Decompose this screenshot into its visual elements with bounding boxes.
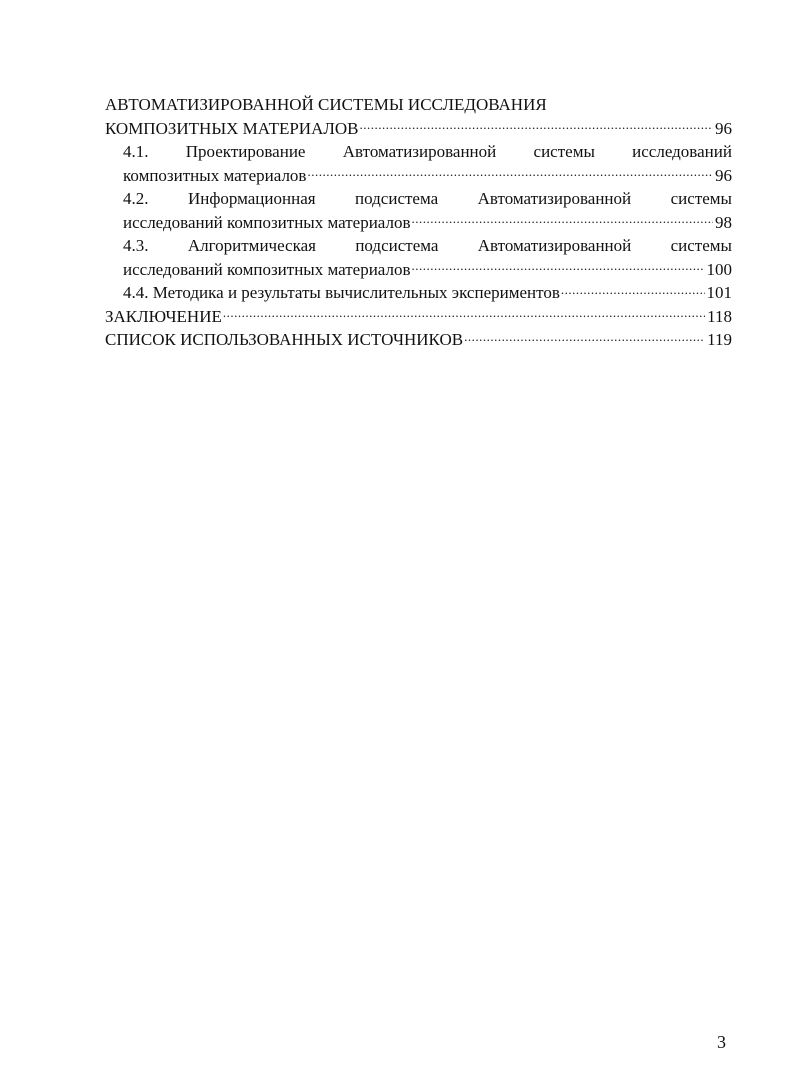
toc-heading-text-cont: КОМПОЗИТНЫХ МАТЕРИАЛОВ [105, 118, 359, 138]
dot-leader [412, 211, 714, 228]
page-ref: 100 [706, 259, 732, 279]
toc-entry-4-3-line2[interactable] [105, 258, 732, 282]
page-ref: 98 [715, 212, 732, 232]
entry-text: СПИСОК ИСПОЛЬЗОВАННЫХ ИСТОЧНИКОВ [105, 330, 464, 349]
entry-word: 4.2. [123, 189, 149, 208]
toc-heading-text: АВТОМАТИЗИРОВАННОЙ СИСТЕМЫ ИССЛЕДОВАНИЯ [105, 95, 547, 114]
entry-word: Автоматизированной [477, 236, 632, 255]
toc-entry-4-2-line1[interactable] [105, 187, 732, 211]
page-ref: 118 [707, 306, 732, 326]
page-ref: 96 [715, 118, 732, 138]
page-number: 3 [717, 1032, 726, 1052]
dot-leader [223, 305, 705, 322]
entry-continuation: исследований композитных материалов [123, 259, 411, 279]
entry-word: системы [533, 142, 595, 161]
page-ref: 119 [707, 330, 732, 349]
entry-word: Информационная [187, 189, 316, 208]
entry-text: 4.4. Методика и результаты вычислительных экспериментов [123, 283, 560, 302]
page-ref: 96 [715, 165, 732, 185]
page-ref: 101 [706, 283, 732, 302]
toc-heading-line2[interactable] [105, 117, 732, 141]
toc-entry-4-4[interactable] [105, 281, 732, 305]
dot-leader [360, 117, 714, 134]
dot-leader [412, 258, 705, 275]
entry-word: системы [670, 236, 732, 255]
entry-word: 4.3. [123, 236, 149, 255]
entry-word: Автоматизированной [477, 189, 632, 208]
entry-word: Алгоритмическая [187, 236, 316, 255]
entry-word: Автоматизированной [342, 142, 497, 161]
dot-leader [561, 281, 705, 298]
entry-word: 4.1. [123, 142, 149, 161]
dot-leader [307, 164, 713, 181]
entry-word: исследований [632, 142, 732, 161]
entry-word: подсистема [355, 236, 439, 255]
toc-entry-conclusion[interactable] [105, 305, 732, 329]
entry-word: системы [670, 189, 732, 208]
toc-heading-line1 [105, 93, 732, 117]
entry-continuation: исследований композитных материалов [123, 212, 411, 232]
entry-word: Проектирование [185, 142, 306, 161]
toc-entry-references[interactable] [105, 328, 732, 352]
toc-entry-4-3-line1[interactable] [105, 234, 732, 258]
table-of-contents [105, 93, 732, 352]
entry-continuation: композитных материалов [123, 165, 307, 185]
toc-entry-4-1-line1[interactable] [105, 140, 732, 164]
toc-entry-4-2-line2[interactable] [105, 211, 732, 235]
entry-word: подсистема [355, 189, 439, 208]
entry-text: ЗАКЛЮЧЕНИЕ [105, 306, 222, 326]
dot-leader [464, 328, 705, 345]
toc-entry-4-1-line2[interactable] [105, 164, 732, 188]
